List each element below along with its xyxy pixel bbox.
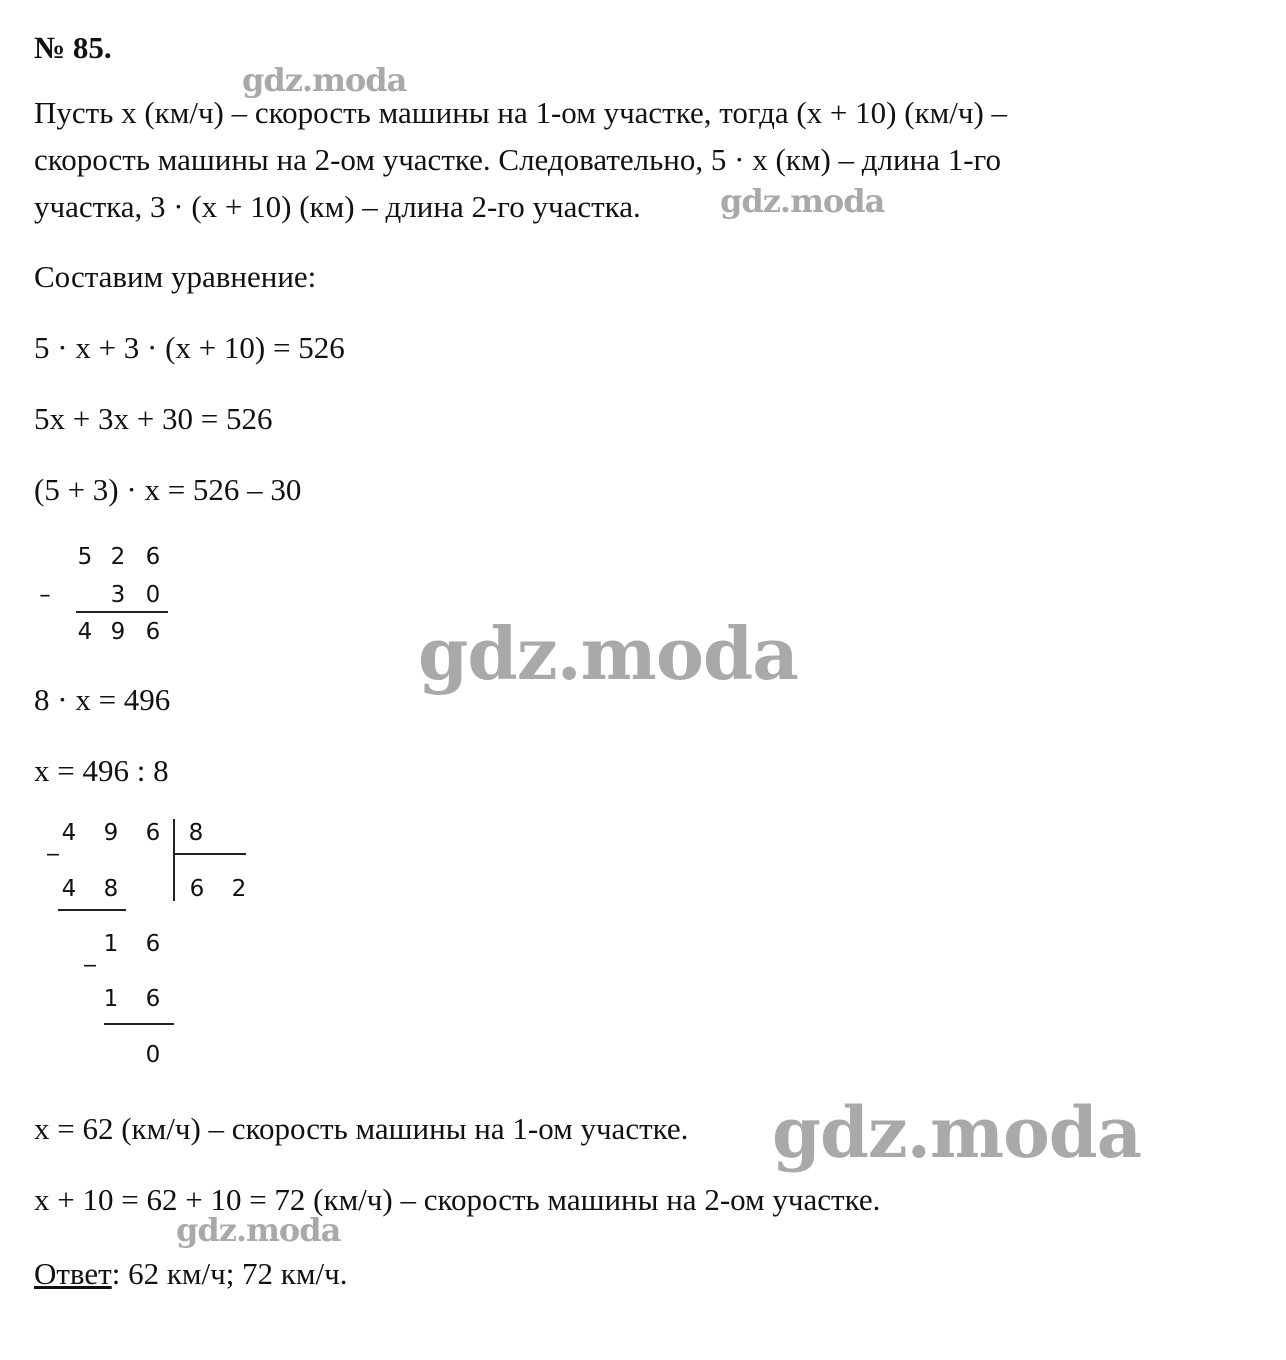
intro-line-2: скорость машины на 2-ом участке. Следовательно, 5 · x (км) – длина 1-го [34, 142, 1001, 177]
answer-value: : 62 км/ч; 72 км/ч. [111, 1256, 348, 1291]
compose-heading: Составим уравнение: [34, 259, 317, 294]
digit: 0 [145, 582, 161, 608]
remainder: 0 [145, 1042, 161, 1068]
division-bar [173, 819, 175, 901]
watermark: gdz.moda [176, 1211, 341, 1249]
problem-number: № 85. [34, 30, 112, 65]
digit: 6 [189, 876, 205, 902]
equation-5: x = 496 : 8 [34, 753, 169, 788]
subtraction-line [76, 611, 168, 613]
digit: 9 [103, 820, 119, 846]
minus-sign: _ [84, 941, 96, 967]
digit: 9 [110, 619, 126, 645]
watermark: gdz.moda [772, 1091, 1142, 1174]
minus-sign: _ [47, 830, 59, 856]
digit: 1 [103, 986, 119, 1012]
divisor-line [173, 853, 246, 855]
divisor: 8 [188, 820, 204, 846]
digit: 6 [145, 544, 161, 570]
digit: 4 [61, 820, 77, 846]
result-line-1: x = 62 (км/ч) – скорость машины на 1-ом участке. [34, 1111, 689, 1146]
digit: 4 [77, 619, 93, 645]
answer [34, 1258, 347, 1289]
digit: 4 [61, 876, 77, 902]
intro-line-1: Пусть x (км/ч) – скорость машины на 1-ом участке, тогда (x + 10) (км/ч) – [34, 95, 1008, 130]
subtraction-line [58, 909, 126, 911]
digit: 6 [145, 820, 161, 846]
intro-line-3: участка, 3 · (x + 10) (км) – длина 2-го участка. [34, 189, 641, 224]
answer-label: Ответ [34, 1256, 112, 1291]
digit: 6 [145, 931, 161, 957]
watermark: gdz.moda [720, 182, 885, 220]
equation-1: 5 · x + 3 · (x + 10) = 526 [34, 330, 345, 365]
subtraction-sign: – [39, 582, 51, 608]
digit: 3 [110, 582, 126, 608]
digit: 6 [145, 619, 161, 645]
digit: 5 [77, 544, 93, 570]
result-line-2: x + 10 = 62 + 10 = 72 (км/ч) – скорость машины на 2-ом участке. [34, 1182, 881, 1217]
equation-2: 5x + 3x + 30 = 526 [34, 401, 273, 436]
watermark: gdz.moda [242, 61, 407, 99]
digit: 8 [103, 876, 119, 902]
digit: 1 [103, 931, 119, 957]
digit: 2 [231, 876, 247, 902]
digit: 6 [145, 986, 161, 1012]
subtraction-line [104, 1023, 174, 1025]
digit: 2 [110, 544, 126, 570]
watermark: gdz.moda [418, 611, 798, 696]
equation-4: 8 · x = 496 [34, 682, 171, 717]
equation-3: (5 + 3) · x = 526 – 30 [34, 472, 302, 507]
